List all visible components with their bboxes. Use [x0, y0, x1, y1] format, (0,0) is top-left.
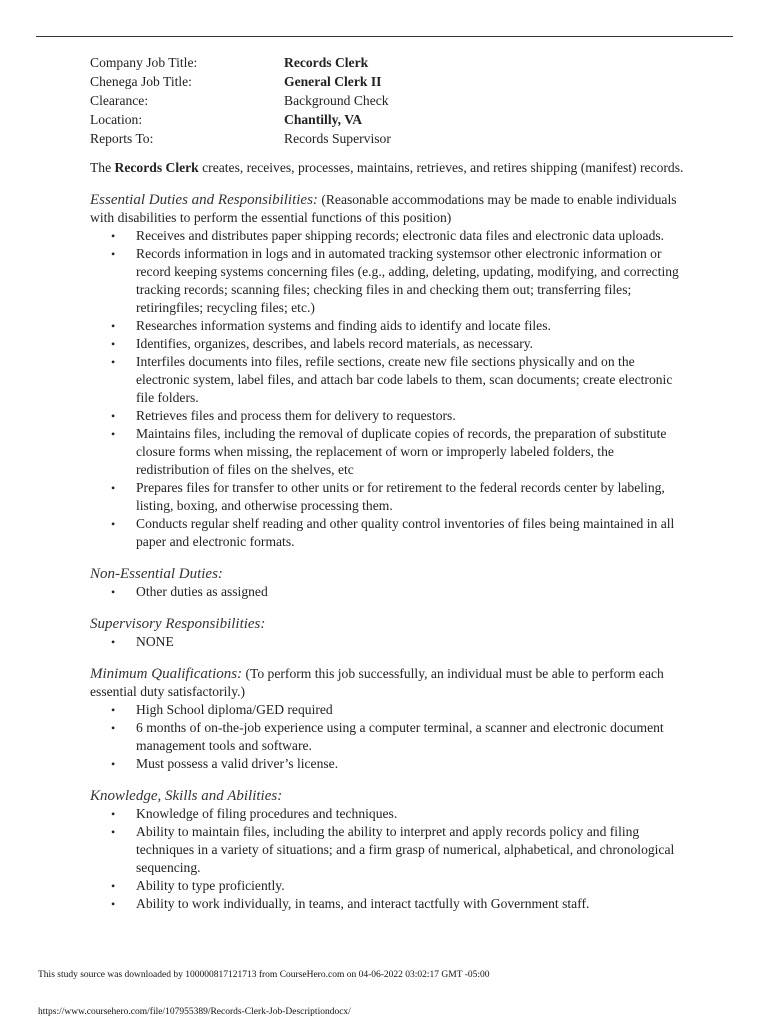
list-item-text: Ability to work individually, in teams, and interact tactfully with Government staff.: [136, 896, 590, 911]
list-item: [90, 425, 684, 479]
list-item: [90, 515, 684, 551]
list-item-text: High School diploma/GED required: [136, 702, 333, 717]
list-item-text: Receives and distributes paper shipping records; electronic data files and electronic data uploads.: [136, 228, 665, 243]
list-item: [90, 719, 684, 755]
info-value: Background Check: [284, 93, 389, 108]
bullet-icon: •: [111, 635, 116, 649]
section-heading: [90, 565, 684, 583]
list-item: [90, 583, 684, 601]
info-value: Chantilly, VA: [284, 112, 363, 127]
section: [90, 191, 684, 551]
list-item-text: Maintains files, including the removal of duplicate copies of records, the preparation of substitute closure forms when missing, the replacement of worn or improperly labeled folders, the redistribution of files on the shelves, etc: [136, 426, 667, 477]
bullet-icon: •: [111, 517, 116, 531]
info-label: Chenega Job Title:: [90, 74, 192, 89]
source-url: https://www.coursehero.com/file/107955389/Records-Clerk-Job-Descriptiondocx/: [38, 1007, 351, 1017]
bullet-list: [90, 583, 684, 601]
bullet-icon: •: [111, 703, 116, 717]
list-item-text: Knowledge of filing procedures and techniques.: [136, 806, 398, 821]
list-item: [90, 895, 684, 913]
list-item-text: Retrieves files and process them for delivery to requestors.: [136, 408, 456, 423]
bullet-icon: •: [111, 337, 116, 351]
info-row: [90, 130, 684, 149]
section: [90, 787, 684, 913]
section: [90, 665, 684, 773]
list-item: [90, 407, 684, 425]
download-notice: This study source was downloaded by 100000817121713 from CourseHero.com on 04-06-2022 03:02:17 GMT -05:00: [38, 970, 490, 980]
bullet-icon: •: [111, 757, 116, 771]
bullet-list: [90, 701, 684, 773]
bullet-icon: •: [111, 825, 116, 839]
section-title: Non-Essential Duties:: [90, 566, 223, 582]
list-item-text: Prepares files for transfer to other units or for retirement to the federal records center by labeling, listing, boxing, and otherwise processing them.: [136, 480, 665, 513]
list-item: [90, 701, 684, 719]
list-item-text: NONE: [136, 634, 174, 649]
summary-prefix: The: [90, 160, 115, 175]
list-item: [90, 227, 684, 245]
list-item-text: Must possess a valid driver’s license.: [136, 756, 339, 771]
document-body: [90, 54, 684, 913]
job-summary: [90, 159, 684, 177]
info-row: [90, 54, 684, 73]
top-divider: [36, 36, 733, 37]
section-heading: [90, 787, 684, 805]
section-heading: [90, 615, 684, 633]
list-item: [90, 633, 684, 651]
bullet-icon: •: [111, 229, 116, 243]
section: [90, 565, 684, 601]
section-title: Minimum Qualifications:: [90, 666, 243, 682]
info-label: Clearance:: [90, 93, 149, 108]
bullet-icon: •: [111, 585, 116, 599]
list-item: [90, 755, 684, 773]
list-item: [90, 823, 684, 877]
summary-job-title: Records Clerk: [114, 160, 199, 175]
bullet-list: [90, 805, 684, 913]
job-info-table: [90, 54, 684, 149]
summary-text: creates, receives, processes, maintains, retrieves, and retires shipping (manifest) records.: [198, 160, 684, 175]
info-row: [90, 92, 684, 111]
bullet-icon: •: [111, 409, 116, 423]
sections-container: [90, 191, 684, 913]
info-value: General Clerk II: [284, 74, 382, 89]
bullet-icon: •: [111, 247, 116, 261]
section-note: (To perform this job successfully, an individual must be able to perform each essential duty satisfactorily.): [90, 666, 664, 699]
section-title: Knowledge, Skills and Abilities:: [90, 788, 283, 804]
bullet-list: [90, 227, 684, 551]
info-value: Records Clerk: [284, 55, 369, 70]
info-row: [90, 73, 684, 92]
bullet-icon: •: [111, 427, 116, 441]
list-item: [90, 353, 684, 407]
bullet-icon: •: [111, 897, 116, 911]
info-label: Reports To:: [90, 131, 154, 146]
list-item-text: Conducts regular shelf reading and other quality control inventories of files being maintained in all paper and electronic formats.: [136, 516, 675, 549]
list-item: [90, 335, 684, 353]
section-title: Supervisory Responsibilities:: [90, 616, 266, 632]
list-item-text: Ability to maintain files, including the ability to interpret and apply records policy and filing techniques in a variety of situations; and a firm grasp of numerical, alphabetical, and chronological sequencing.: [136, 824, 675, 875]
list-item: [90, 317, 684, 335]
info-label: Company Job Title:: [90, 55, 198, 70]
list-item-text: Researches information systems and finding aids to identify and locate files.: [136, 318, 551, 333]
bullet-icon: •: [111, 807, 116, 821]
info-label: Location:: [90, 112, 143, 127]
section-title: Essential Duties and Responsibilities:: [90, 192, 318, 208]
bullet-icon: •: [111, 879, 116, 893]
bullet-list: [90, 633, 684, 651]
info-row: [90, 111, 684, 130]
list-item: [90, 245, 684, 317]
list-item-text: 6 months of on-the-job experience using a computer terminal, a scanner and electronic document management tools and software.: [136, 720, 664, 753]
list-item: [90, 805, 684, 823]
bullet-icon: •: [111, 319, 116, 333]
section-heading: [90, 665, 684, 701]
list-item: [90, 877, 684, 895]
bullet-icon: •: [111, 481, 116, 495]
list-item-text: Identifies, organizes, describes, and labels record materials, as necessary.: [136, 336, 534, 351]
bullet-icon: •: [111, 355, 116, 369]
section-note: (Reasonable accommodations may be made to enable individuals with disabilities to perform the essential functions of this position): [90, 192, 677, 225]
list-item-text: Interfiles documents into files, refile sections, create new file sections physically and on the electronic system, label files, and attach bar code labels to them, scan documents; create electronic file folders.: [136, 354, 673, 405]
section: [90, 615, 684, 651]
list-item-text: Ability to type proficiently.: [136, 878, 285, 893]
bullet-icon: •: [111, 721, 116, 735]
list-item-text: Other duties as assigned: [136, 584, 268, 599]
list-item-text: Records information in logs and in automated tracking systemsor other electronic information or record keeping systems concerning files (e.g., adding, deleting, updating, modifying, and correcting tracking records; scanning files; checking files in and checking them out; transferring files; retiringfiles; recycling files; etc.): [136, 246, 679, 315]
info-value: Records Supervisor: [284, 131, 391, 146]
list-item: [90, 479, 684, 515]
section-heading: [90, 191, 684, 227]
